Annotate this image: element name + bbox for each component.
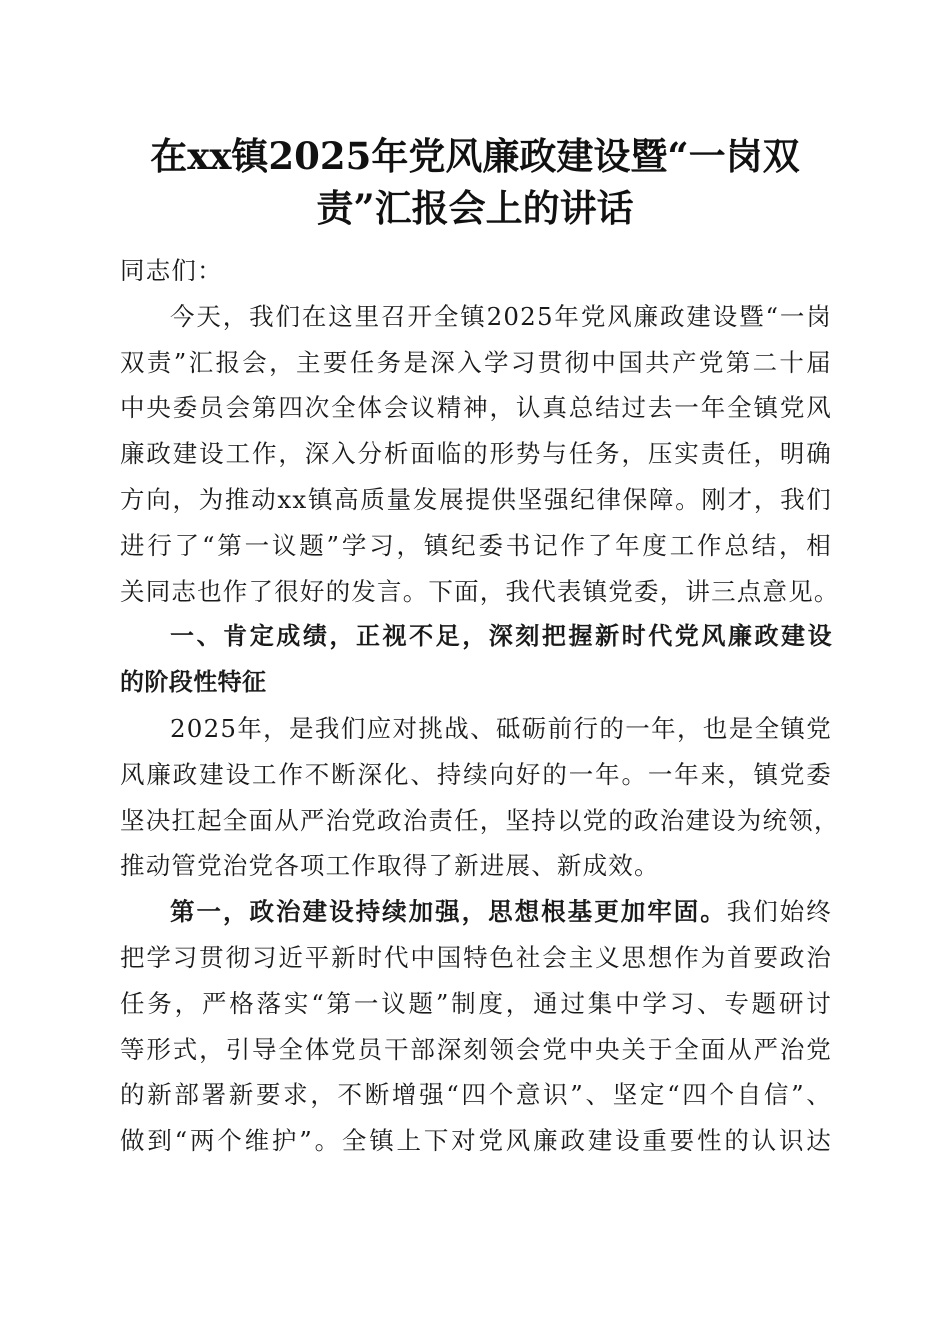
heading-line: 的阶段性特征 <box>120 668 267 697</box>
title-line: 在xx镇2025年党风廉政建设暨“一岗双 <box>150 134 800 178</box>
text-line: 把学习贯彻习近平新时代中国特色社会主义思想作为首要政治 <box>120 942 832 972</box>
section-heading-1 <box>120 614 832 706</box>
document-body <box>120 248 840 1164</box>
lead-rest: 我们始终 <box>726 897 832 927</box>
paragraph-political-construction <box>120 889 832 1164</box>
text-line: 的新部署新要求，不断增强“四个意识”、坚定“四个自信”、 <box>120 1080 832 1110</box>
text-line: 廉政建设工作，深入分析面临的形势与任务，压实责任，明确 <box>120 439 832 469</box>
paragraph-lead: 第一，政治建设持续加强，思想根基更加牢固。 <box>170 897 727 927</box>
paragraph-summary <box>120 706 840 889</box>
text-line: 坚决扛起全面从严治党政治责任，坚持以党的政治建设为统领， <box>120 805 840 835</box>
title-line: 责”汇报会上的讲话 <box>316 186 634 230</box>
text-line: 双责”汇报会，主要任务是深入学习贯彻中国共产党第二十届 <box>120 347 832 377</box>
salutation: 同志们： <box>120 256 223 285</box>
text-line: 进行了“第一议题”学习，镇纪委书记作了年度工作总结，相 <box>120 530 832 560</box>
text-line: 中央委员会第四次全体会议精神，认真总结过去一年全镇党风 <box>120 393 832 423</box>
text-line: 风廉政建设工作不断深化、持续向好的一年。一年来，镇党委 <box>120 759 832 789</box>
text-line: 方向，为推动xx镇高质量发展提供坚强纪律保障。刚才，我们 <box>120 484 832 514</box>
text-line: 今天，我们在这里召开全镇2025年党风廉政建设暨“一岗 <box>170 301 832 331</box>
text-line: 等形式，引导全体党员干部深刻领会党中央关于全面从严治党 <box>120 1034 832 1064</box>
text-line: 推动管党治党各项工作取得了新进展、新成效。 <box>120 851 660 881</box>
heading-line: 一、肯定成绩，正视不足，深刻把握新时代党风廉政建设 <box>170 622 832 651</box>
paragraph-opening <box>120 294 840 615</box>
text-line: 关同志也作了很好的发言。下面，我代表镇党委，讲三点意见。 <box>120 576 840 606</box>
text-line <box>120 889 832 935</box>
text-line: 任务，严格落实“第一议题”制度，通过集中学习、专题研讨 <box>120 988 832 1018</box>
text-line: 做到“两个维护”。全镇上下对党风廉政建设重要性的认识达 <box>120 1126 832 1156</box>
document-title <box>120 130 830 234</box>
text-line: 2025年，是我们应对挑战、砥砺前行的一年，也是全镇党 <box>170 713 832 743</box>
